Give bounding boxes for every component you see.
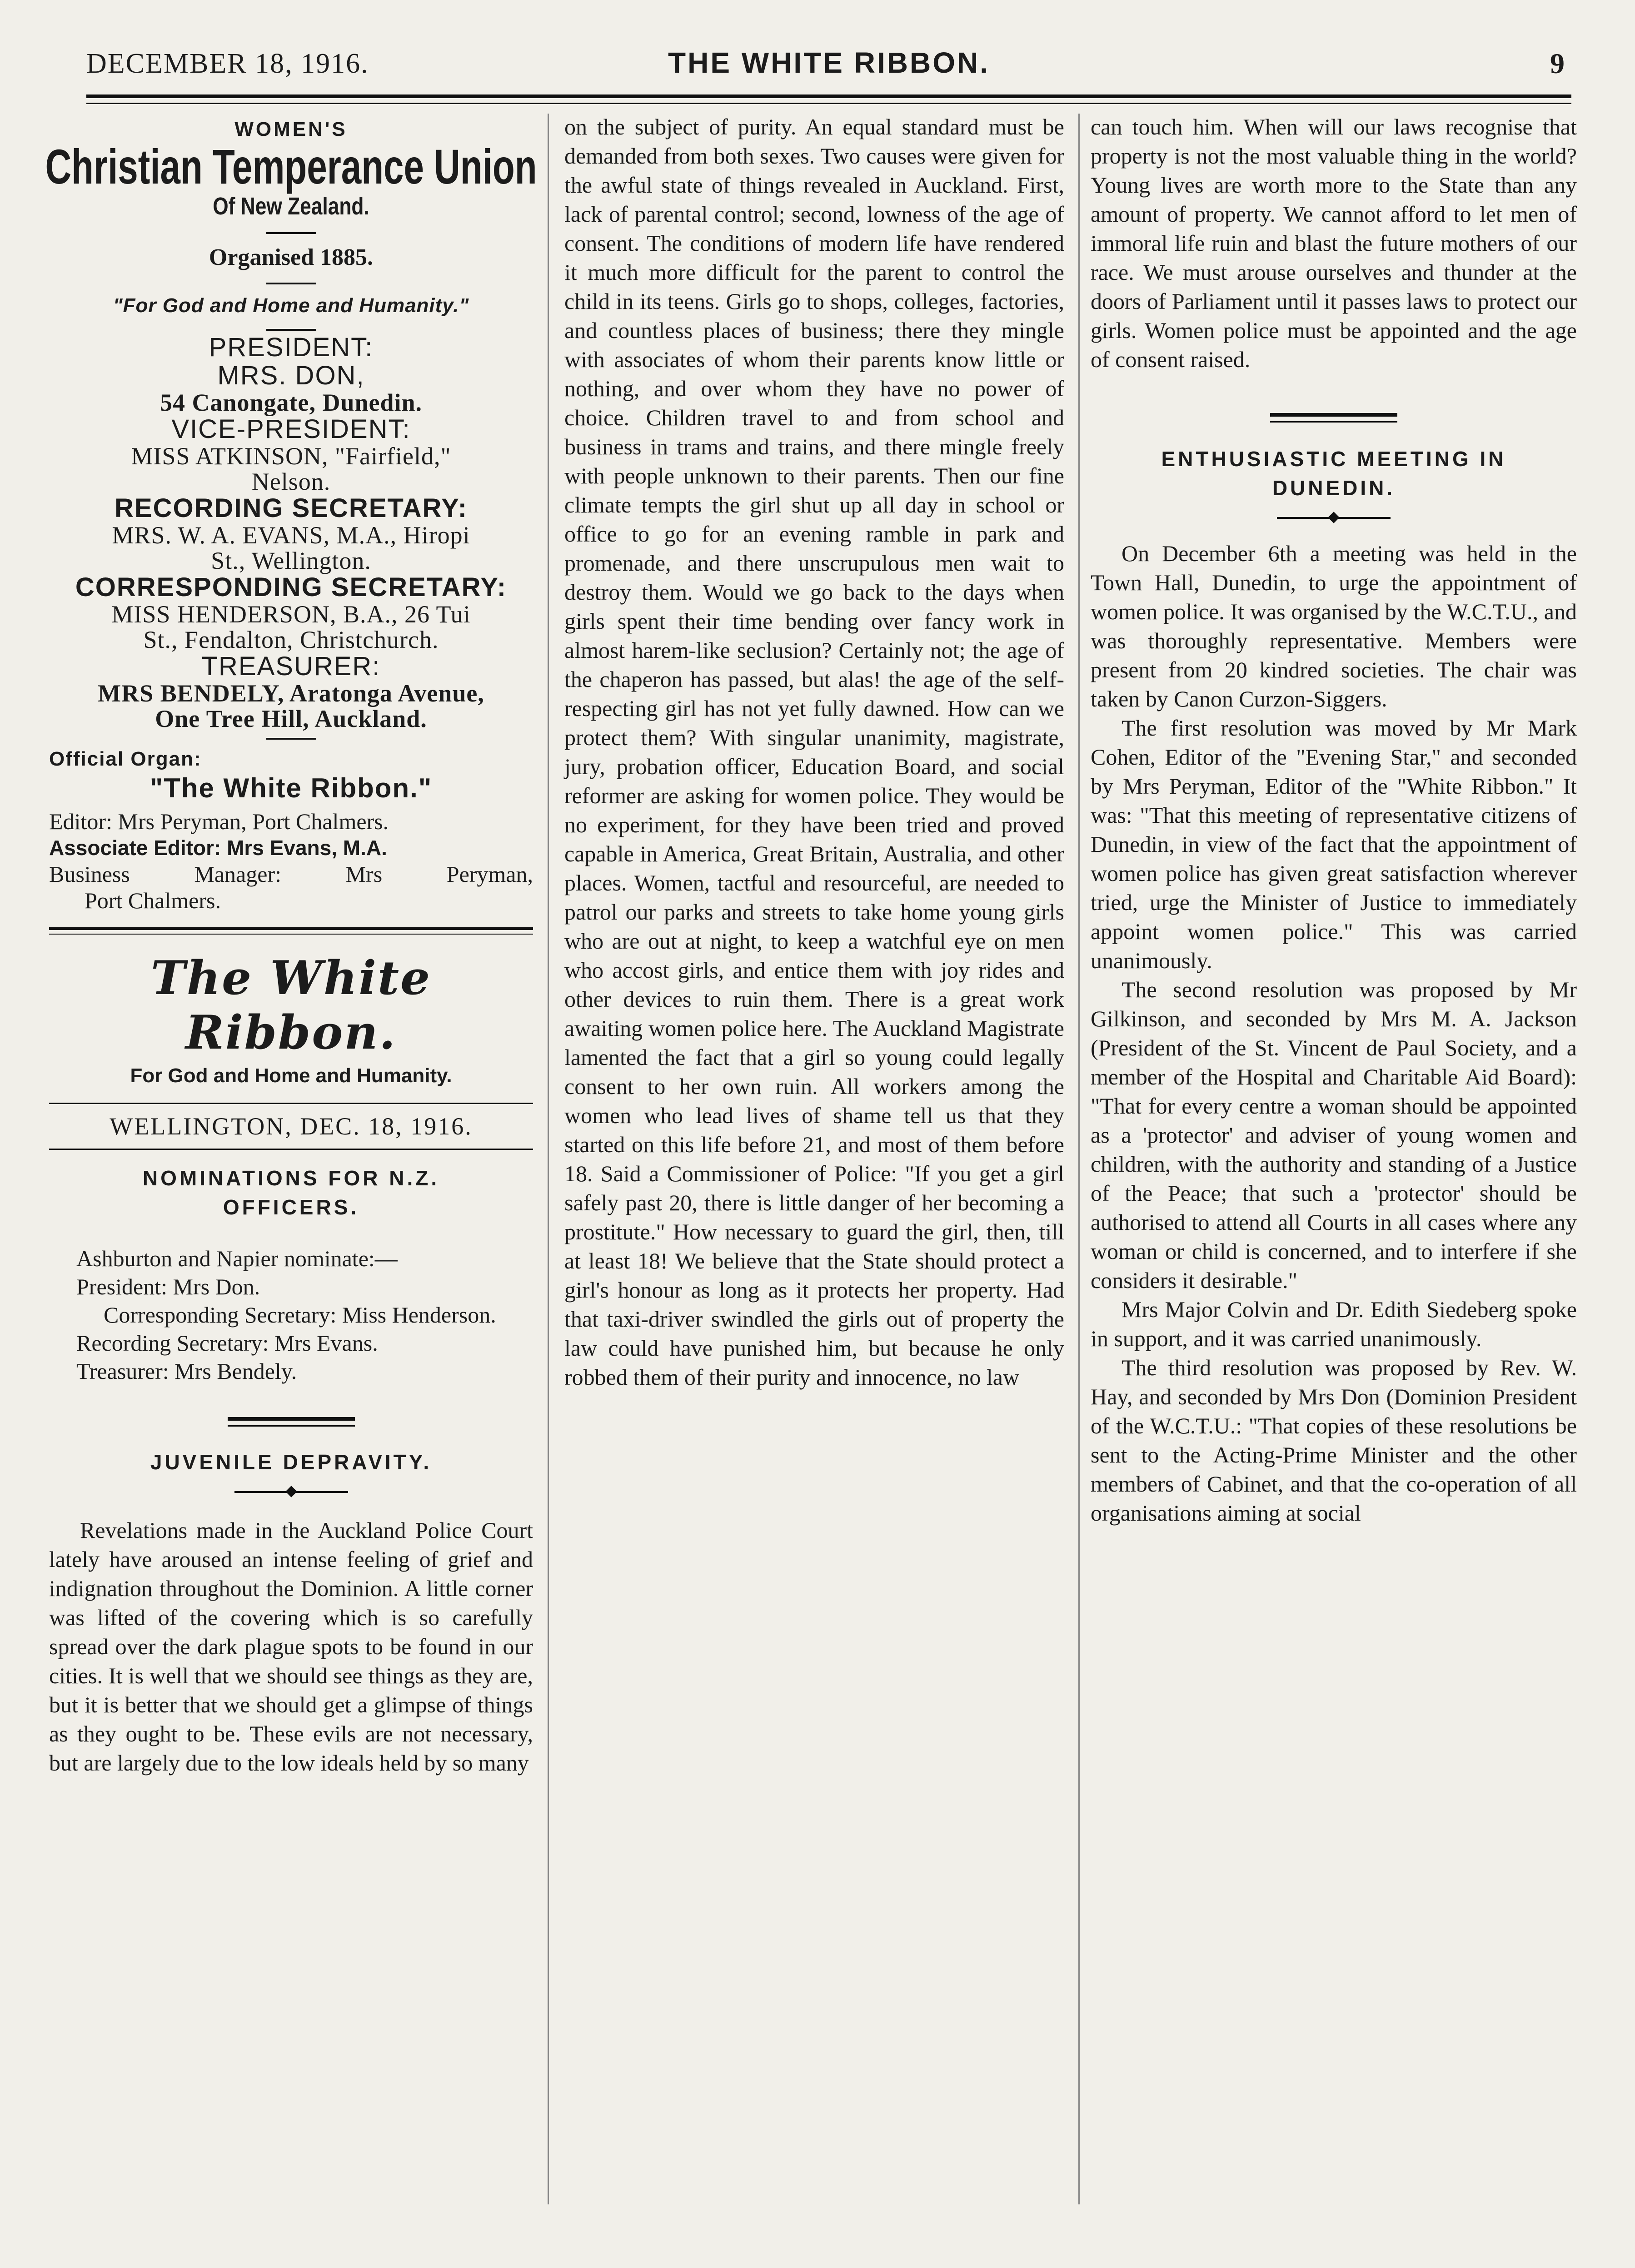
leader-title: The White Ribbon. — [151, 951, 431, 1060]
corresponding-secretary-name: MISS HENDERSON, B.A., 26 Tui — [111, 601, 471, 628]
nomination-line: President: Mrs Don. — [76, 1274, 260, 1299]
divider — [49, 1149, 533, 1150]
header-rule — [86, 94, 1571, 104]
page-header — [86, 43, 1571, 84]
juvenile-depravity-heading: JUVENILE DEPRAVITY. — [150, 1450, 432, 1474]
arrow-divider — [234, 1487, 348, 1497]
business-manager-line: Business Manager: Mrs Peryman, — [49, 861, 533, 887]
issue-date: DECEMBER 18, 1916. — [86, 48, 369, 79]
nomination-line: Recording Secretary: Mrs Evans. — [76, 1330, 378, 1356]
nominations-heading-line-2: OFFICERS. — [223, 1195, 359, 1219]
divider — [266, 329, 316, 331]
recording-secretary-label: RECORDING SECRETARY: — [115, 493, 468, 523]
president-name: MRS. DON, — [217, 361, 365, 390]
vice-president-label: VICE-PRESIDENT: — [171, 414, 411, 444]
treasurer-label: TREASURER: — [201, 652, 381, 681]
editor-line: Editor: Mrs Peryman, Port Chalmers. — [49, 809, 389, 834]
nomination-line: Ashburton and Napier nominate:— — [76, 1246, 398, 1271]
arrow-divider — [1277, 512, 1391, 523]
recording-secretary-address: St., Wellington. — [211, 547, 371, 574]
masthead-of-nz: Of New Zealand. — [213, 193, 369, 220]
article-paragraph: The first resolution was moved by Mr Mark Cohen, Editor of the "Evening Star," and seconded by Mrs Peryman, Editor of the "White Ribbon." It was: "That this meeting of representative citizens of Dunedin, in view of the fact that the appointment of women police has given great satisfaction wherever tried, urge the Minister of Justice to immediately appoint women police." This was carried unanimously. — [1091, 715, 1577, 973]
divider — [266, 283, 316, 284]
divider — [266, 232, 316, 234]
treasurer-address: One Tree Hill, Auckland. — [155, 705, 427, 732]
article-paragraph: The second resolution was proposed by Mr Gilkinson, and seconded by Mrs M. A. Jackson (President of the St. Vincent de Paul Society, and a member of the Hospital and Charitable Aid Board): "That for every centre a woman should be appointed as a 'protector' and adviser of young women and children, with the authority and standing of a Justice of the Peace; that such a 'protector' should be authorised to attend all Courts in all cases where any woman or child is concerned, and to interfere if she considers it desirable." — [1091, 977, 1577, 1293]
divider — [228, 1417, 355, 1427]
nominations-heading-line-1: NOMINATIONS FOR N.Z. — [142, 1166, 440, 1190]
associate-editor-line: Associate Editor: Mrs Evans, M.A. — [49, 836, 387, 860]
article-paragraph: On December 6th a meeting was held in the Town Hall, Dunedin, to urge the appointment of women police. It was organised by the W.C.T.U., and was thoroughly representative. Members were present from 20 kindred societies. The chair was taken by Canon Curzon-Siggers. — [1091, 541, 1577, 711]
corresponding-secretary-address: St., Fendalton, Christchurch. — [143, 626, 439, 653]
divider — [1270, 413, 1397, 423]
official-organ: "The White Ribbon." — [150, 773, 433, 803]
president-label: PRESIDENT: — [209, 333, 374, 362]
divider — [266, 738, 316, 740]
article-paragraph: Revelations made in the Auckland Police Court lately have aroused an intense feeling of grief and indignation throughout the Dominion. A little corner was lifted of the covering which is so carefully spread over the dark plague spots to be found in our cities. It is well that we should see things as they are, but it is better that we should get a glimpse of things as they ought to be. These evils are not necessary, but are largely due to the low ideals held by so many — [49, 1517, 533, 1776]
wctu-masthead — [45, 118, 537, 740]
recording-secretary-name: MRS. W. A. EVANS, M.A., Hiropi — [112, 522, 470, 549]
divider — [49, 1103, 533, 1104]
president-address: 54 Canongate, Dunedin. — [160, 389, 423, 416]
leader-dateline: WELLINGTON, DEC. 18, 1916. — [110, 1113, 473, 1140]
corresponding-secretary-label: CORRESPONDING SECRETARY: — [75, 572, 507, 602]
leader-motto: For God and Home and Humanity. — [130, 1064, 452, 1087]
masthead-womens: WOMEN'S — [234, 118, 348, 140]
page-number: 9 — [1550, 47, 1565, 80]
vice-president-address: Nelson. — [251, 468, 331, 495]
article-paragraph: can touch him. When will our laws recognise that property is not the most valuable thing in the world? Young lives are worth more to the State than any amount of property. We cannot afford to let men of immoral life ruin and blast the future mothers of our race. We must arouse ourselves and thunder at the doors of Parliament until it passes laws to protect our girls. Women police must be appointed and the age of consent raised. — [1091, 114, 1577, 372]
masthead-union-name: Christian Temperance Union — [45, 139, 537, 194]
vice-president-name: MISS ATKINSON, "Fairfield," — [131, 443, 451, 470]
newspaper-title: THE WHITE RIBBON. — [668, 46, 990, 79]
article-paragraph: on the subject of purity. An equal standard must be demanded from both sexes. Two causes were given for the awful state of things revealed in Auckland. First, lack of parental control; second, lowness of the age of consent. The conditions of modern life have rendered it much more difficult for the parent to control the child in its teens. Girls go to shops, colleges, factories, and countless places of business; there they mingle with associates of whom their parents know little or nothing, and over whom they have no power of choice. Children travel to and from school and business in trams and trains, and there mingle freely with people unknown to their parents. Then our fine climate tempts the girl shut up all day in school or office to go for an evening ramble in park and promenade, and there unscrupulous men wait to destroy them. Would we go back to the days when girls spent their time bending over fancy work in almost harem-like seclusion? Certainly not; the age of the chaperon has passed, but alas! the age of the self-respecting girl has not yet fully dawned. How can we protect them? With singular unanimity, magistrate, jury, probation officer, Education Board, and social reformer are asking for women police. They would be no experiment, for they have been tried and proved capable in America, Great Britain, Australia, and other places. Women, tactful and resourceful, are needed to patrol our parks and streets to take home young girls who are out at night, to keep a watchful eye on men who accost girls, and entice them with joy rides and other devices to ruin them. There is a great work awaiting women police here. The Auckland Magistrate lamented the fact that a girl so young could legally consent to her own ruin. All workers among the women who lead lives of shame tell us that they started on this life before 21, and most of them before 18. Said a Commissioner of Police: "If you get a girl safely past 20, there is little danger of her becoming a prostitute." How necessary to guard the girl, then, till at least 18! We believe that the State should protect a girl's honour as long as it protects her property. Had that taxi-driver swindled the girls out of property the law could have punished him, but because he only robbed them of their purity and innocence, no law — [564, 114, 1064, 1390]
column-3 — [1091, 116, 1577, 2213]
column-divider — [548, 114, 549, 2204]
business-manager-line-2: Port Chalmers. — [85, 888, 221, 913]
article-paragraph: Mrs Major Colvin and Dr. Edith Siedeberg spoke in support, and it was carried unanimously. — [1091, 1297, 1577, 1351]
nomination-line: Corresponding Secretary: Miss Henderson. — [104, 1302, 496, 1328]
column-1 — [45, 116, 537, 2213]
nominations-list — [49, 1244, 533, 1385]
organised-year: Organised 1885. — [209, 244, 374, 270]
article-paragraph: The third resolution was proposed by Rev. W. Hay, and seconded by Mrs Don (Dominion President of the W.C.T.U.: "That copies of these resolutions be sent to the Acting-Prime Minister and the other members of Cabinet, and that the co-operation of all organisations aiming at social — [1091, 1355, 1577, 1526]
official-organ-label: Official Organ: — [49, 748, 202, 770]
nominations-heading — [49, 1164, 533, 1222]
treasurer-name: MRS BENDELY, Aratonga Avenue, — [98, 680, 484, 707]
column-divider — [1078, 114, 1080, 2204]
motto: "For God and Home and Humanity." — [113, 294, 469, 317]
divider — [49, 927, 533, 935]
meeting-heading: ENTHUSIASTIC MEETING IN DUNEDIN. — [1161, 447, 1506, 500]
column-2 — [564, 116, 1064, 2213]
nomination-line: Treasurer: Mrs Bendely. — [76, 1358, 297, 1384]
